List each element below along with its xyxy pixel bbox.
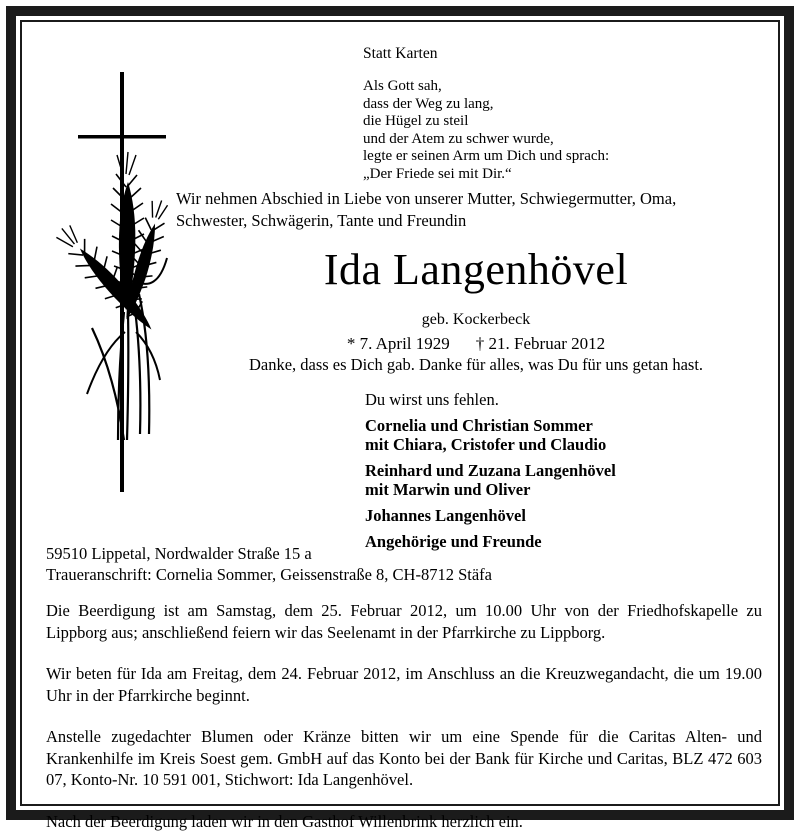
memorial-verse — [363, 78, 609, 184]
donation-paragraph: Anstelle zugedachter Blumen oder Kränze bitten wir um eine Spende für die Caritas Alten- und Krankenhilfe im Kreis Soest gem. GmbH auf das Konto bei der Bank für Kirche und Caritas, BLZ 472 603 07, Konto-Nr. 10 591 001, Stichwort: Ida Langenhövel. — [46, 727, 762, 789]
address-line-2: Traueranschrift: Cornelia Sommer, Geissenstraße 8, CH-8712 Stäfa — [46, 565, 492, 584]
death-date: † 21. Februar 2012 — [475, 334, 606, 353]
birth-date: * 7. April 1929 — [346, 334, 450, 353]
mourner-name: Angehörige und Freunde — [365, 532, 542, 551]
verse-line-1: Als Gott sah, — [363, 78, 442, 94]
mourner-name: Cornelia und Christian Sommer — [365, 416, 593, 435]
prayer-paragraph: Wir beten für Ida am Freitag, dem 24. Februar 2012, im Anschluss an die Kreuzwegandacht, die um 19.00 Uhr in der Pfarrkirche beginnt. — [46, 664, 762, 705]
mourners-lead-line: Du wirst uns fehlen. — [365, 390, 499, 409]
verse-line-2: dass der Weg zu lang, — [363, 95, 494, 112]
mourner-name: mit Chiara, Cristofer und Claudio — [365, 435, 607, 454]
mourners-block — [365, 390, 616, 558]
maiden-name: geb. Kockerbeck — [421, 311, 531, 328]
mourner-name: mit Marwin und Oliver — [365, 480, 531, 499]
thanks-line: Danke, dass es Dich gab. Danke für alles, was Du für uns getan hast. — [248, 355, 704, 374]
mourner-group — [365, 461, 616, 499]
mourner-group — [365, 416, 616, 454]
life-dates — [176, 333, 776, 355]
cross-with-wheat-ears-illustration — [32, 32, 197, 492]
verse-line-3: die Hügel zu steil — [363, 113, 469, 130]
wheat-ears-icon — [50, 152, 174, 440]
mourner-group — [365, 506, 616, 525]
farewell-intro-text — [176, 188, 752, 232]
mourner-name: Johannes Langenhövel — [365, 506, 526, 525]
deceased-name: Ida Langenhövel — [323, 245, 629, 294]
address-line-1: 59510 Lippetal, Nordwalder Straße 15 a — [46, 544, 312, 563]
service-details-block — [46, 600, 762, 832]
farewell-intro-line-1: Wir nehmen Abschied in Liebe von unserer Mutter, Schwiegermutter, Oma, — [176, 189, 677, 208]
address-block — [46, 543, 492, 585]
notice-content — [22, 22, 778, 831]
reception-paragraph: Nach der Beerdigung laden wir in den Gasthof Willenbrink herzlich ein. — [46, 811, 523, 831]
statt-karten-heading: Statt Karten — [363, 45, 438, 62]
verse-line-5: legte er seinen Arm um Dich und sprach: — [363, 148, 610, 165]
mourner-name: Reinhard und Zuzana Langenhövel — [365, 461, 616, 480]
farewell-intro-line-2: Schwester, Schwägerin, Tante und Freundin — [176, 211, 467, 230]
verse-line-4: und der Atem zu schwer wurde, — [363, 130, 554, 147]
burial-paragraph: Die Beerdigung ist am Samstag, dem 25. Februar 2012, um 10.00 Uhr von der Friedhofskapelle zu Lippborg aus; anschließend feiern wir das Seelenamt in der Pfarrkirche zu Lippborg. — [46, 601, 762, 642]
verse-line-6: „Der Friede sei mit Dir.“ — [363, 165, 512, 182]
